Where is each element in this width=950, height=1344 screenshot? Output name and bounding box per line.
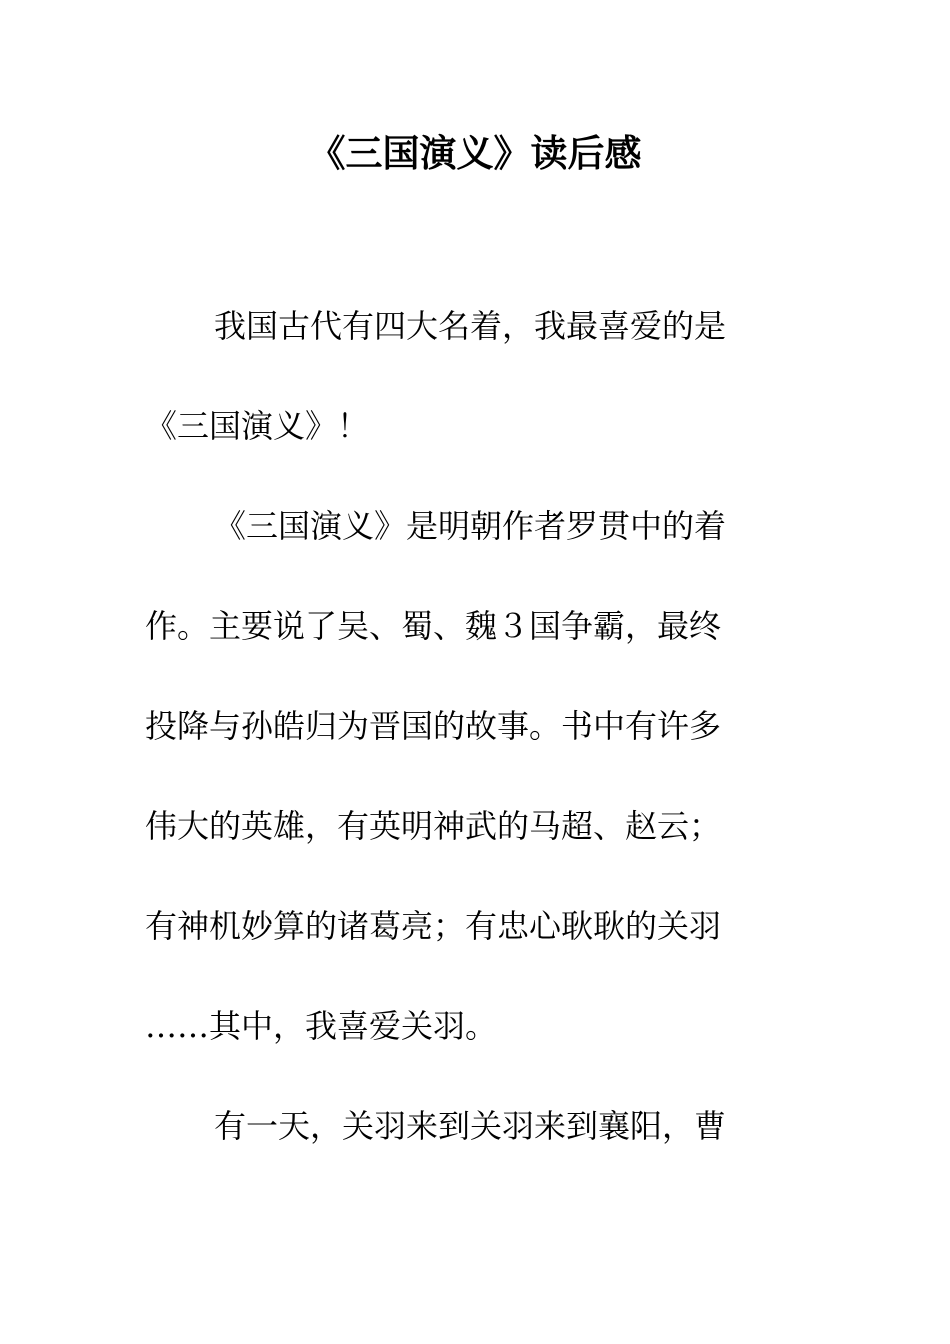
paragraph-line: 《三国演义》！	[145, 407, 370, 445]
paragraph-line: 《三国演义》是明朝作者罗贯中的着	[214, 507, 727, 545]
paragraph-line: 作。主要说了吴、蜀、魏３国争霸，最终	[145, 607, 722, 645]
paragraph-line: 伟大的英雄，有英明神武的马超、赵云；	[145, 807, 722, 845]
paragraph-line: 我国古代有四大名着，我最喜爱的是	[214, 307, 727, 345]
paragraph-line: ……其中，我喜爱关羽。	[145, 1007, 498, 1045]
document-title: 《三国演义》读后感	[308, 132, 642, 175]
paragraph-line: 有一天，关羽来到关羽来到襄阳，曹	[214, 1107, 727, 1145]
paragraph-line: 有神机妙算的诸葛亮；有忠心耿耿的关羽	[145, 907, 722, 945]
paragraph-line: 投降与孙皓归为晋国的故事。书中有许多	[145, 707, 722, 745]
